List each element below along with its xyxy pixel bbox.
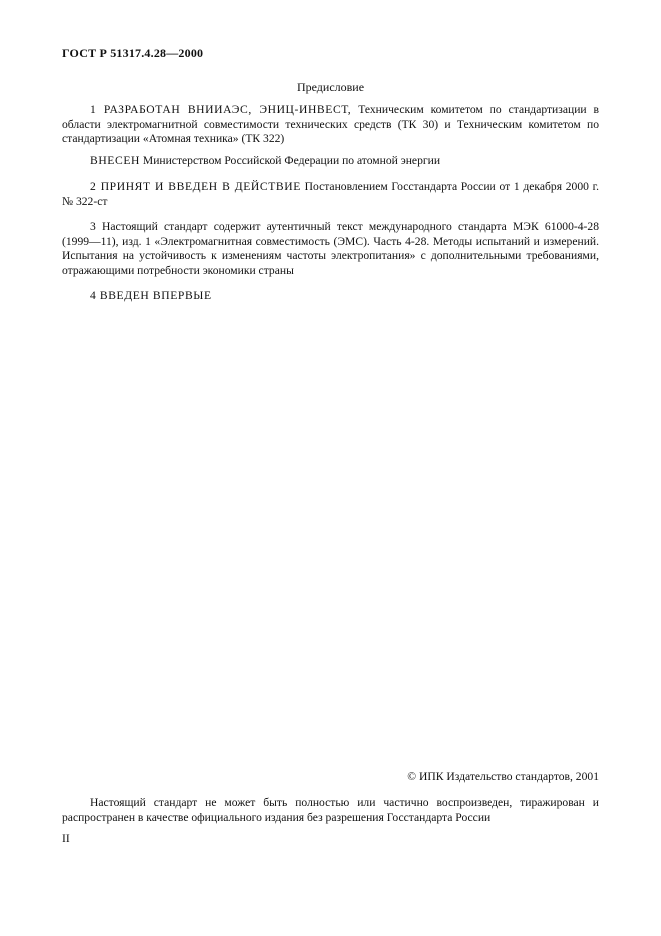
- preface-paragraph-1: [62, 103, 599, 147]
- reproduction-notice: Настоящий стандарт не может быть полностью или частично воспроизведен, тиражирован и распространен в качестве официального издания без разрешения Госстандарта России: [62, 796, 599, 824]
- preface-title: Предисловие: [296, 80, 365, 94]
- preface-paragraph-5: [62, 289, 599, 304]
- p2-lead: ВНЕСЕН: [90, 154, 140, 167]
- copyright-line: © ИПК Издательство стандартов, 2001: [407, 770, 599, 783]
- preface-paragraph-2: [62, 154, 599, 169]
- preface-paragraph-4: 3 Настоящий стандарт содержит аутентичный текст международного стандарта МЭК 61000-4-28 (1999—11), изд. 1 «Электромагнитная совместимость (ЭМС). Часть 4-28. Методы испытаний и измерений. Испытания на устойчивость к изменениям частоты электропитания» с дополнительными требованиями, отражающими потребности экономики страны: [62, 220, 599, 277]
- p3-body: Постановлением Госстандарта России от 1 декабря 2000 г. № 322-ст: [62, 180, 599, 208]
- p3-lead: 2 ПРИНЯТ И ВВЕДЕН В ДЕЙСТВИЕ: [90, 180, 301, 193]
- p1-lead: 1 РАЗРАБОТАН ВНИИАЭС, ЭНИЦ-ИНВЕСТ,: [90, 103, 352, 116]
- p1-body: Техническим комитетом по стандартизации в области электромагнитной совместимости технических средств (ТК 30) и Техническим комитетом по стандартизации «Атомная техника» (ТК 322): [62, 103, 599, 146]
- p5-lead: 4 ВВЕДЕН ВПЕРВЫЕ: [90, 289, 212, 302]
- standard-id-header: ГОСТ Р 51317.4.28—2000: [62, 46, 204, 60]
- page-number: II: [62, 832, 70, 845]
- p2-body: Министерством Российской Федерации по атомной энергии: [139, 154, 441, 167]
- preface-paragraph-3: [62, 180, 599, 209]
